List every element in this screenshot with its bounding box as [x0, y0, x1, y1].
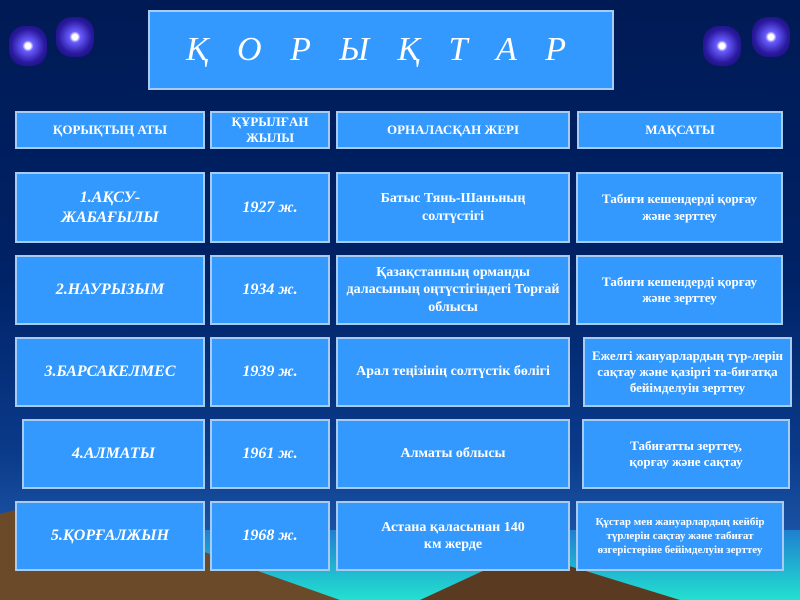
reserve-goal: Табиғи кешендерді қорғау және зерттеу — [576, 172, 783, 243]
reserve-name: 2.НАУРЫЗЫМ — [15, 255, 205, 325]
reserve-goal: Құстар мен жануарлардың кейбір түрлерін сақтау және табиғат өзгерістеріне бейімделуін зерттеу — [576, 501, 784, 571]
header-goal: МАҚСАТЫ — [577, 111, 783, 149]
reserve-year: 1961 ж. — [210, 419, 330, 489]
reserve-place: Арал теңізінің солтүстік бөлігі — [336, 337, 570, 407]
reserve-year: 1968 ж. — [210, 501, 330, 571]
header-place: ОРНАЛАСҚАН ЖЕРІ — [336, 111, 570, 149]
reserve-place: Алматы облысы — [336, 419, 570, 489]
reserve-goal: Табиғатты зерттеу, қорғау және сақтау — [582, 419, 790, 489]
gem-icon — [9, 26, 47, 66]
header-name: ҚОРЫҚТЫҢ АТЫ — [15, 111, 205, 149]
gem-icon — [752, 17, 790, 57]
header-year: ҚҰРЫЛҒАН ЖЫЛЫ — [210, 111, 330, 149]
reserve-place: Батыс Тянь-Шаньның солтүстігі — [336, 172, 570, 243]
gem-icon — [56, 17, 94, 57]
page-title: Қ О Р Ы Қ Т А Р — [148, 10, 614, 90]
reserve-year: 1939 ж. — [210, 337, 330, 407]
reserve-place: Астана қаласынан 140 км жерде — [336, 501, 570, 571]
reserve-name: 4.АЛМАТЫ — [22, 419, 205, 489]
reserve-year: 1927 ж. — [210, 172, 330, 243]
reserve-goal: Ежелгі жануарлардың түр-лерін сақтау және қазіргі та-биғатқа бейімделуін зерттеу — [583, 337, 792, 407]
gem-icon — [703, 26, 741, 66]
reserve-year: 1934 ж. — [210, 255, 330, 325]
reserve-goal: Табиғи кешендерді қорғау және зерттеу — [576, 255, 783, 325]
reserve-name: 3.БАРСАКЕЛМЕС — [15, 337, 205, 407]
reserve-name: 1.АҚСУ-ЖАБАҒЫЛЫ — [15, 172, 205, 243]
reserve-name: 5.ҚОРҒАЛЖЫН — [15, 501, 205, 571]
reserve-place: Қазақстанның орманды даласының оңтүстігіндегі Торғай облысы — [336, 255, 570, 325]
